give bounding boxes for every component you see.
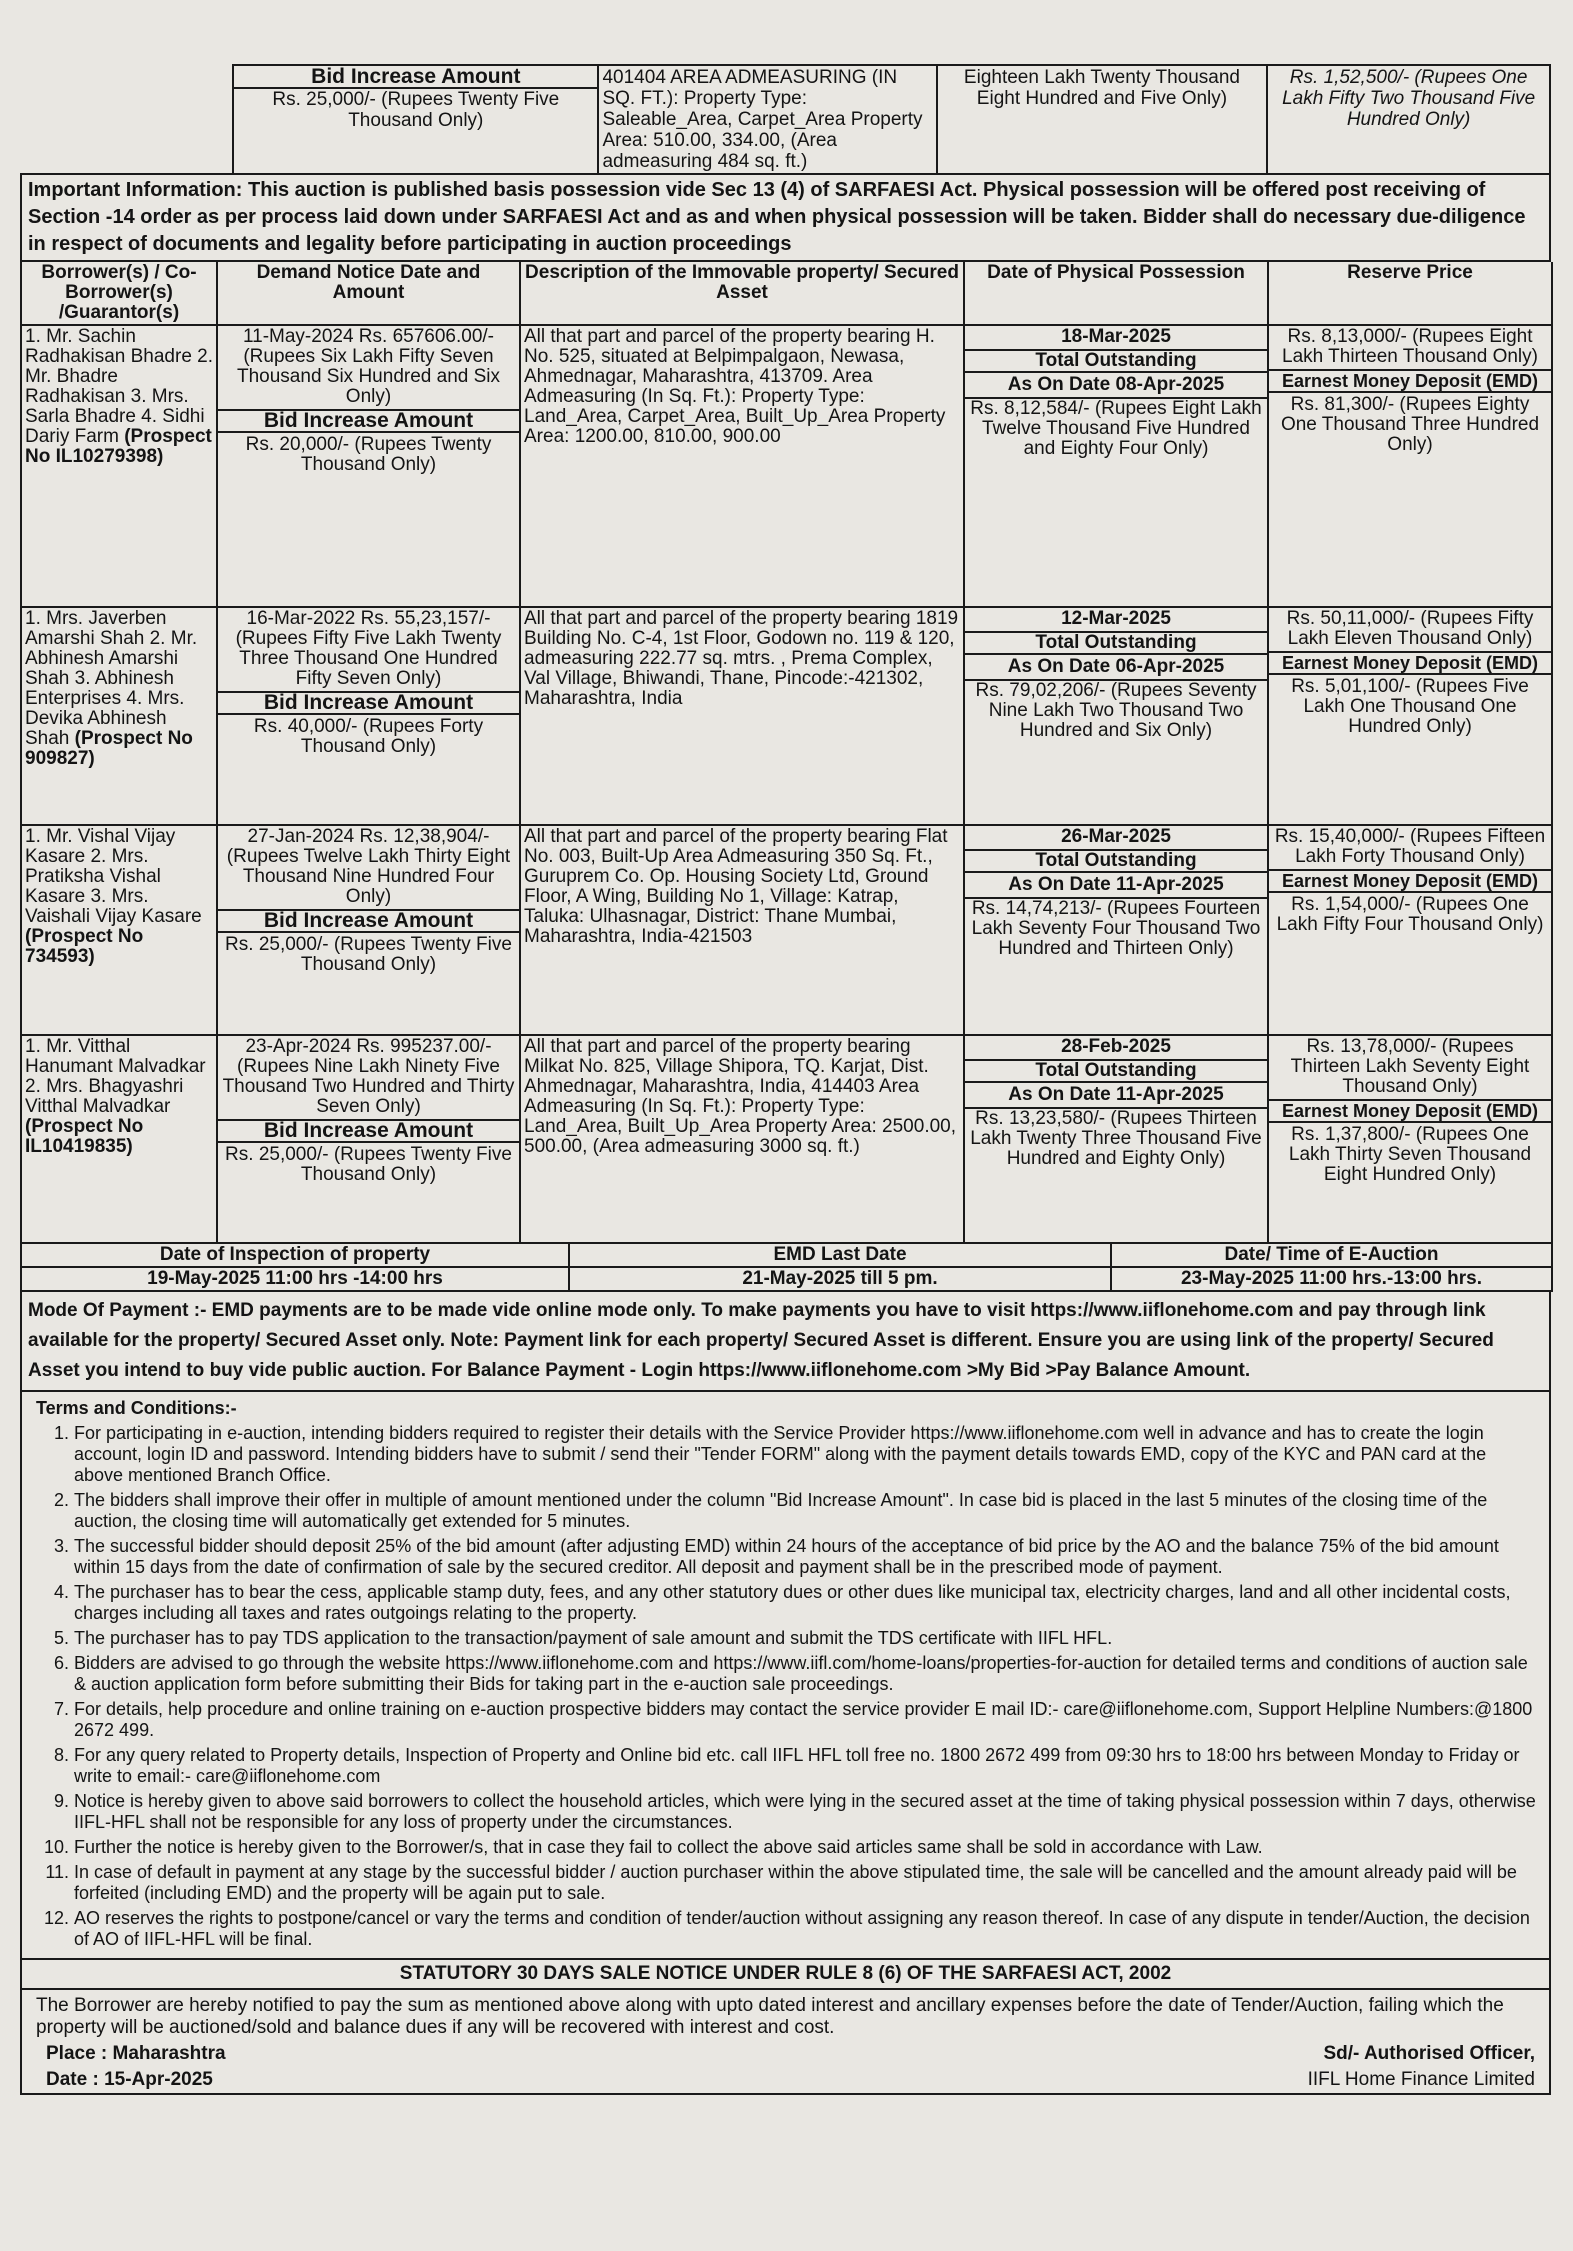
header-possession: Date of Physical Possession (964, 262, 1268, 325)
schedule-table (20, 1244, 1553, 1292)
blank-cell (20, 65, 233, 174)
date: Date : 15-Apr-2025 (46, 2069, 213, 2090)
terms-section (20, 1392, 1551, 2095)
emd-last-date-value: 21-May-2025 till 5 pm. (569, 1267, 1111, 1291)
place: Place : Maharashtra (46, 2043, 226, 2064)
inspection-value: 19-May-2025 11:00 hrs -14:00 hrs (21, 1267, 569, 1291)
table-row (21, 325, 1552, 607)
emd-last-date-label: EMD Last Date (569, 1244, 1111, 1267)
auction-notice (20, 64, 1551, 2244)
term-item: 7. For details, help procedure and online training on e-auction prospective bidders may contact the service provider E mail ID:- care@iiflonehome.com, Support Helpline Numbers:@1800 2672 499. (74, 1699, 1539, 1741)
previous-row-fragment (20, 64, 1551, 175)
statutory-text: The Borrower are hereby notified to pay the sum as mentioned above along with upto dated interest and ancillary expenses before the date of Tender/Auction, failing which the property will be auctioned/sold and balance dues if any will be recovered with interest and cost. (36, 1995, 1504, 2038)
terms-title: Terms and Conditions:- (36, 1398, 237, 1418)
signature-block (22, 2039, 1549, 2093)
table-row (21, 607, 1552, 825)
table-row (21, 1035, 1552, 1243)
header-demand: Demand Notice Date and Amount (217, 262, 520, 325)
borrower-cell: 1. Mrs. Javerben Amarshi Shah 2. Mr. Abhinesh Amarshi Shah 3. Abhinesh Enterprises 4. Mrs. Devika Abhinesh Shah (Prospect No 909827) (21, 607, 217, 825)
term-item: 8. For any query related to Property details, Inspection of Property and Online bid etc. call IIFL HFL toll free no. 1800 2672 499 from 09:30 hrs to 18:00 hrs between Monday to Friday or write to email:- care@iiflonehome.com (74, 1745, 1539, 1787)
borrower-cell: 1. Mr. Sachin Radhakisan Bhadre 2. Mr. Bhadre Radhakisan 3. Mrs. Sarla Bhadre 4. Sidhi Dariy Farm (Prospect No IL10279398) (21, 325, 217, 607)
term-item: 4. The purchaser has to bear the cess, applicable stamp duty, fees, and any other statutory dues or other dues like municipal tax, electricity charges, land and all other incidental costs, charges including all taxes and rates outgoings relating to the property. (74, 1582, 1539, 1624)
auction-value: 23-May-2025 11:00 hrs.-13:00 hrs. (1111, 1267, 1552, 1291)
mode-of-payment: Mode Of Payment :- EMD payments are to be made vide online mode only. To make payments you have to visit https://www.iiflonehome.com and pay through link available for the property/ Secured Asset only. Note: Payment link for each property/ Secured Asset is different. Ensure you are using link of the property/ Secured Asset you intend to buy vide public auction. For Balance Payment - Login https://www.iiflonehome.com >My Bid >Pay Balance Amount. (20, 1292, 1551, 1392)
description-cell: All that part and parcel of the property bearing H. No. 525, situated at Belpimpalgaon, Newasa, Ahmednagar, Maharashtra, 413709. Area Admeasuring (In Sq. Ft.): Property Type: Land_Area, Carpet_Area, Built_Up_Area Property Area: 1200.00, 810.00, 900.00 (520, 325, 964, 607)
outstanding-fragment: Eighteen Lakh Twenty Thousand Eight Hundred and Five Only) (937, 65, 1268, 174)
bid-increase-value: Rs. 25,000/- (Rupees Twenty Five Thousand Only) (272, 89, 560, 131)
reserve-cell: Rs. 15,40,000/- (Rupees Fifteen Lakh Forty Thousand Only) Earnest Money Deposit (EMD) Rs. 1,54,000/- (Rupees One Lakh Fifty Four Thousand Only) (1268, 825, 1552, 1035)
signatory: Sd/- Authorised Officer, (1323, 2043, 1535, 2064)
auction-label: Date/ Time of E-Auction (1111, 1244, 1552, 1267)
term-item: 3. The successful bidder should deposit 25% of the bid amount (after adjusting EMD) within 24 hours of the acceptance of bid price by the AO and the balance 75% of the bid amount within 15 days from the date of confirmation of sale by the secured creditor. All deposit and payment shall be in the prescribed mode of payment. (74, 1536, 1539, 1578)
header-reserve: Reserve Price (1268, 262, 1552, 325)
reserve-cell: Rs. 50,11,000/- (Rupees Fifty Lakh Eleven Thousand Only) Earnest Money Deposit (EMD) Rs. 5,01,100/- (Rupees Five Lakh One Thousand One Hundred Only) (1268, 607, 1552, 825)
auction-table (20, 262, 1553, 1244)
table-row (21, 825, 1552, 1035)
header-borrower: Borrower(s) / Co-Borrower(s) /Guarantor(s) (21, 262, 217, 325)
term-item: 1. For participating in e-auction, intending bidders required to register their details with the Service Provider https://www.iiflonehome.com well in advance and has to create the login account, login ID and password. Intending bidders have to submit / send their "Tender FORM" along with the payment details towards EMD, copy of the KYC and PAN card at the above mentioned Branch Office. (74, 1423, 1539, 1486)
reserve-fragment: Rs. 1,52,500/- (Rupees One Lakh Fifty Two Thousand Five Hundred Only) (1267, 65, 1550, 174)
company-name: IIFL Home Finance Limited (1307, 2069, 1535, 2090)
bid-increase-label: Bid Increase Amount (234, 66, 597, 89)
statutory-title: STATUTORY 30 DAYS SALE NOTICE UNDER RULE 8 (6) OF THE SARFAESI ACT, 2002 (22, 1958, 1549, 1990)
possession-cell: 26-Mar-2025 Total Outstanding As On Date 11-Apr-2025 Rs. 14,74,213/- (Rupees Fourteen Lakh Seventy Four Thousand Two Hundred and Thirteen Only) (964, 825, 1268, 1035)
term-item: 12. AO reserves the rights to postpone/cancel or vary the terms and condition of tender/auction without assigning any reason thereof. In case of any dispute in tender/Auction, the decision of AO of IIFL-HFL will be final. (74, 1908, 1539, 1950)
description-cell: All that part and parcel of the property bearing Milkat No. 825, Village Shipora, TQ. Karjat, Dist. Ahmednagar, Maharashtra, India, 414403 Area Admeasuring (In Sq. Ft.): Property Type: Land_Area, Built_Up_Area Property Area: 2500.00, 500.00, (Area admeasuring 3000 sq. ft.) (520, 1035, 964, 1243)
table-header (21, 262, 1552, 325)
demand-cell: 16-Mar-2022 Rs. 55,23,157/- (Rupees Fifty Five Lakh Twenty Three Thousand One Hundred Fifty Seven Only) Bid Increase Amount Rs. 40,000/- (Rupees Forty Thousand Only) (217, 607, 520, 825)
important-information: Important Information: This auction is published basis possession vide Sec 13 (4) of SARFAESI Act. Physical possession will be offered post receiving of Section -14 order as per process laid down under SARFAESI Act and as and when physical possession will be taken. Bidder shall do necessary due-diligence in respect of documents and legality before participating in auction proceedings (20, 175, 1551, 262)
term-item: 11. In case of default in payment at any stage by the successful bidder / auction purchaser within the above stipulated time, the sale will be cancelled and the amount already paid will be forfeited (including EMD) and the property will be again put to sale. (74, 1862, 1539, 1904)
term-item: 9. Notice is hereby given to above said borrowers to collect the household articles, which were lying in the secured asset at the time of taking physical possession within 7 days, otherwise IIFL-HFL shall not be responsible for any loss of property under the circumstances. (74, 1791, 1539, 1833)
terms-list (36, 1423, 1539, 1950)
inspection-label: Date of Inspection of property (21, 1244, 569, 1267)
term-item: 10. Further the notice is hereby given to the Borrower/s, that in case they fail to collect the above said articles same shall be sold in accordance with Law. (74, 1837, 1539, 1858)
reserve-cell: Rs. 8,13,000/- (Rupees Eight Lakh Thirteen Thousand Only) Earnest Money Deposit (EMD) Rs. 81,300/- (Rupees Eighty One Thousand Three Hundred Only) (1268, 325, 1552, 607)
term-item: 2. The bidders shall improve their offer in multiple of amount mentioned under the column "Bid Increase Amount". In case bid is placed in the last 5 minutes of the closing time of the auction, the closing time will automatically get extended for 5 minutes. (74, 1490, 1539, 1532)
description-cell: All that part and parcel of the property bearing 1819 Building No. C-4, 1st Floor, Godown no. 119 & 120, admeasuring 222.77 sq. mtrs. , Prema Complex, Val Village, Bhiwandi, Thane, Pincode:-421302, Maharashtra, India (520, 607, 964, 825)
possession-cell: 12-Mar-2025 Total Outstanding As On Date 06-Apr-2025 Rs. 79,02,206/- (Rupees Seventy Nine Lakh Two Thousand Two Hundred and Six Only) (964, 607, 1268, 825)
reserve-cell: Rs. 13,78,000/- (Rupees Thirteen Lakh Seventy Eight Thousand Only) Earnest Money Deposit (EMD) Rs. 1,37,800/- (Rupees One Lakh Thirty Seven Thousand Eight Hundred Only) (1268, 1035, 1552, 1243)
borrower-cell: 1. Mr. Vitthal Hanumant Malvadkar 2. Mrs. Bhagyashri Vitthal Malvadkar (Prospect No IL10419835) (21, 1035, 217, 1243)
demand-cell: 23-Apr-2024 Rs. 995237.00/- (Rupees Nine Lakh Ninety Five Thousand Two Hundred and Thirty Seven Only) Bid Increase Amount Rs. 25,000/- (Rupees Twenty Five Thousand Only) (217, 1035, 520, 1243)
header-description: Description of the Immovable property/ Secured Asset (520, 262, 964, 325)
possession-cell: 28-Feb-2025 Total Outstanding As On Date 11-Apr-2025 Rs. 13,23,580/- (Rupees Thirteen Lakh Twenty Three Thousand Five Hundred and Eighty Only) (964, 1035, 1268, 1243)
property-description-fragment: 401404 AREA ADMEASURING (IN SQ. FT.): Property Type: Saleable_Area, Carpet_Area Property Area: 510.00, 334.00, (Area admeasuring 484 sq. ft.) (598, 65, 936, 174)
demand-cell: 11-May-2024 Rs. 657606.00/- (Rupees Six Lakh Fifty Seven Thousand Six Hundred and Six Only) Bid Increase Amount Rs. 20,000/- (Rupees Twenty Thousand Only) (217, 325, 520, 607)
borrower-cell: 1. Mr. Vishal Vijay Kasare 2. Mrs. Pratiksha Vishal Kasare 3. Mrs. Vaishali Vijay Kasare (Prospect No 734593) (21, 825, 217, 1035)
term-item: 5. The purchaser has to pay TDS application to the transaction/payment of sale amount and submit the TDS certificate with IIFL HFL. (74, 1628, 1539, 1649)
demand-cell: 27-Jan-2024 Rs. 12,38,904/- (Rupees Twelve Lakh Thirty Eight Thousand Nine Hundred Four Only) Bid Increase Amount Rs. 25,000/- (Rupees Twenty Five Thousand Only) (217, 825, 520, 1035)
bid-increase-cell (233, 65, 598, 174)
possession-cell: 18-Mar-2025 Total Outstanding As On Date 08-Apr-2025 Rs. 8,12,584/- (Rupees Eight Lakh Twelve Thousand Five Hundred and Eighty Four Only) (964, 325, 1268, 607)
description-cell: All that part and parcel of the property bearing Flat No. 003, Built-Up Area Admeasuring 350 Sq. Ft., Guruprem Co. Op. Housing Society Ltd, Ground Floor, A Wing, Building No 1, Village: Katrap, Taluka: Ulhasnagar, District: Thane Mumbai, Maharashtra, India-421503 (520, 825, 964, 1035)
terms-and-conditions (22, 1392, 1549, 1958)
term-item: 6. Bidders are advised to go through the website https://www.iiflonehome.com and https://www.iifl.com/home-loans/properties-for-auction for detailed terms and conditions of auction sale & auction application form before submitting their Bids for taking part in the e-auction sale proceedings. (74, 1653, 1539, 1695)
